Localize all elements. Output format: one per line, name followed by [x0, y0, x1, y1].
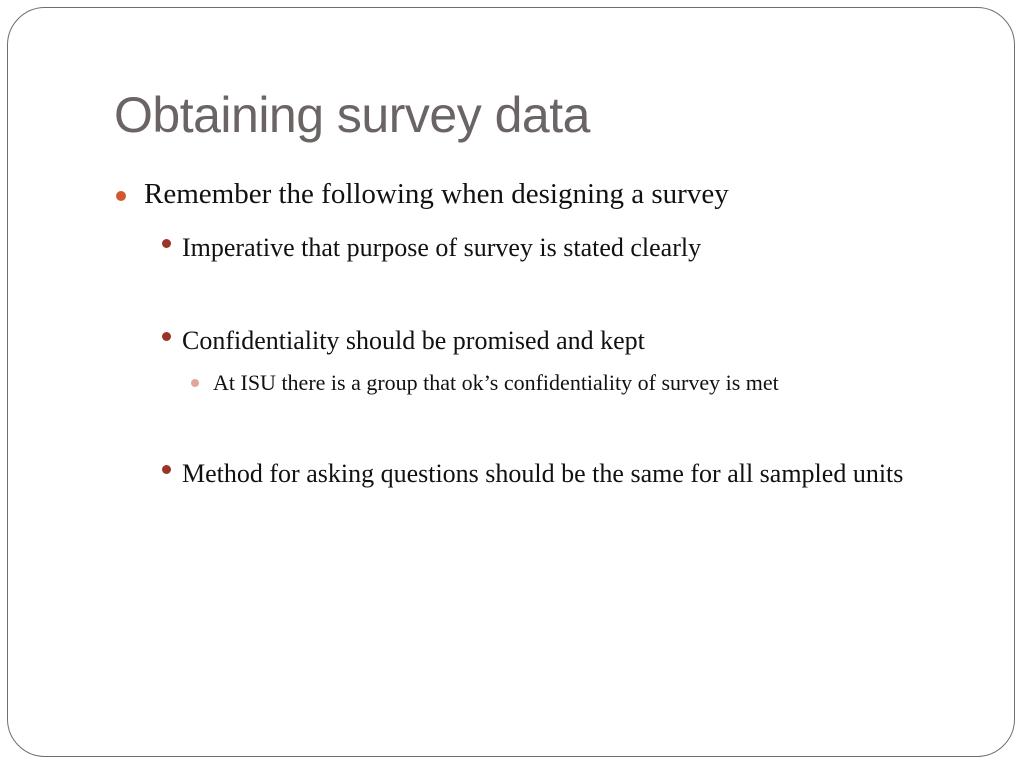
- bullet-dot-icon: [162, 465, 171, 474]
- bullet-dot-icon: [162, 239, 171, 248]
- bullet-dot-icon: [162, 332, 171, 341]
- bullet-main-text: Remember the following when designing a survey: [144, 178, 729, 210]
- bullet-dot-icon: [191, 379, 199, 387]
- slide-title: Obtaining survey data: [114, 87, 590, 143]
- slide-frame: [7, 7, 1015, 757]
- bullet-purpose-text: Imperative that purpose of survey is stated clearly: [182, 233, 702, 262]
- bullet-method-text: Method for asking questions should be the same for all sampled units: [182, 459, 904, 488]
- bullet-isu-note-text: At ISU there is a group that ok’s confidentiality of survey is met: [213, 370, 779, 395]
- bullet-dot-icon: [116, 191, 126, 201]
- bullet-confidentiality-text: Confidentiality should be promised and kept: [182, 326, 645, 355]
